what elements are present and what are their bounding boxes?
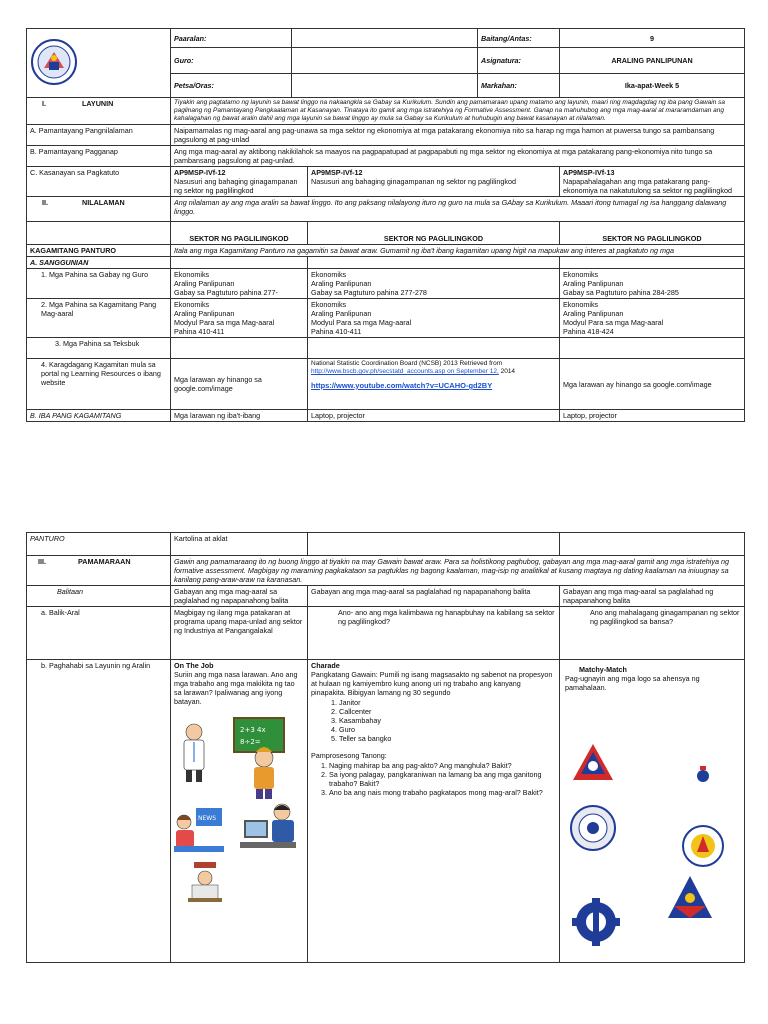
balik-aral-label: a. Balik-Aral (27, 607, 171, 660)
sanggunian-blank-2 (308, 257, 560, 269)
guro-label: Guro: (171, 48, 292, 74)
sanggunian-row (27, 257, 745, 269)
nilalaman-num: II. (42, 198, 48, 207)
baitang-value: 9 (560, 29, 745, 48)
deped-seal-cell (27, 29, 171, 98)
karagdagang-col2 (308, 359, 560, 410)
pahina-gabay-col1 (171, 269, 308, 299)
balik-aral-col1: Magbigay ng ilang mga patakaran at programa upang mapa-unlad ang sektor ng Industriya at Pangangalakal (171, 607, 308, 660)
list-item: 5. Teller sa bangko (339, 734, 556, 743)
pamantayang-pangnilalaman-label: A. Pamantayang Pangnilalaman (27, 125, 171, 146)
occupation-illustrations (174, 712, 304, 912)
list-item: 1. Janitor (339, 698, 556, 707)
teacher-illustration (234, 718, 284, 799)
svg-text:2+3 4x: 2+3 4x (240, 726, 266, 734)
kasanayan-col1 (171, 167, 308, 197)
kasanayan-col2-code: AP9MSP-IVf-12 (311, 168, 363, 177)
pahina-gabay-col1-line: Gabay sa Pagtuturo pahina 277- (174, 288, 278, 297)
baitang-label: Baitang/Antas: (478, 29, 560, 48)
pahina-gabay-col3 (560, 269, 745, 299)
kasanayan-label: C. Kasanayan sa Pagkatuto (27, 167, 171, 197)
prc-logo-icon (697, 766, 709, 782)
on-the-job-text: Suriin ang mga nasa larawan. Ano ang mga trabaho ang mga makikita ng tao sa larawan? Ipaliwanag ang iyong batayan. (174, 670, 298, 706)
paghahabi-col2 (308, 660, 560, 963)
markahan-label: Markahan: (478, 74, 560, 98)
kasanayan-row (27, 167, 745, 197)
youtube-link[interactable]: https://www.youtube.com/watch?v=UCAHO-gd2BY (311, 381, 493, 390)
pahina-kagamitan-col3 (560, 299, 745, 338)
charade-list (321, 698, 556, 743)
pamamaraan-num: III. (38, 557, 46, 566)
newscaster-illustration (174, 808, 224, 852)
guro-value[interactable] (292, 48, 478, 74)
nilalaman-topic-blank (27, 222, 171, 245)
pahina-kagamitan-col1 (171, 299, 308, 338)
panturo-blank-2 (308, 533, 560, 556)
petsa-value[interactable] (292, 74, 478, 98)
karagdagang-col3: Mga larawan ay hinango sa google.com/image (560, 359, 745, 410)
agency-logos-lower (562, 870, 722, 970)
ncsb-link[interactable]: http://www.bscb.gov.ph/secstatd_accounts.asp on September 12, (311, 368, 499, 375)
pahina-kagamitan-col3-line: Araling Panlipunan (563, 309, 624, 318)
pahina-gabay-col3-line: Gabay sa Pagtuturo pahina 284-285 (563, 288, 679, 297)
pahina-kagamitan-row (27, 299, 745, 338)
svg-text:8÷2=: 8÷2= (240, 738, 261, 746)
sanggunian-blank-1 (171, 257, 308, 269)
pamprosesong-title: Pamprosesong Tanong: (311, 751, 387, 760)
kasanayan-col3-text: Napapahalagahan ang mga patakarang pang-ekonomiya na nakatutulong sa sektor ng paglilingkod (563, 177, 733, 195)
nilalaman-label-cell (27, 197, 171, 222)
doctor-illustration (184, 724, 204, 782)
nilalaman-col3: SEKTOR NG PAGLILINGKOD (560, 222, 745, 245)
kasanayan-col3 (560, 167, 745, 197)
ncsb-year: 2014 (498, 368, 516, 375)
pahina-kagamitan-col1-line: Modyul Para sa mga Mag-aaral (174, 318, 275, 327)
dole-logo-icon (573, 744, 613, 780)
list-item: 1. Naging mahirap ba ang pag-akto? Ang manghula? Bakit? (329, 761, 556, 770)
pahina-gabay-col3-line: Araling Panlipunan (563, 279, 624, 288)
dfa-seal-icon (683, 826, 723, 866)
balitaan-row (27, 586, 745, 607)
iba-pang-col2: Laptop, projector (308, 410, 560, 422)
tesda-seal-icon (571, 806, 615, 850)
pahina-gabay-col1-line: Ekonomiks (174, 270, 210, 279)
pamantayang-pagganap-label: B. Pamantayang Pagganap (27, 146, 171, 167)
pahina-kagamitan-col2-line: Araling Panlipunan (311, 309, 372, 318)
pahina-gabay-col2 (308, 269, 560, 299)
balik-aral-col3: Ano ang mahalagang ginagampanan ng sektor ng paglilingkod sa bansa? (560, 607, 745, 660)
nilalaman-label: NILALAMAN (82, 198, 125, 207)
layunin-row (27, 98, 745, 125)
kasanayan-col2 (308, 167, 560, 197)
dll-table-top (26, 28, 745, 98)
list-item: 3. Ano ba ang nais mong trabaho pagkatapos mong mag-aral? Bakit? (329, 788, 556, 797)
pahina-kagamitan-col1-line: Ekonomiks (174, 300, 210, 309)
balik-aral-col2: Ano- ano ang mga kalimbawa ng hanapbuhay na kabilang sa sektor ng paglilingkod? (308, 607, 560, 660)
pamantayang-pagganap-text: Ang mga mag-aaral ay aktibong nakikilahok sa maayos na pagpapatupad at pagpapabuti ng mga sektor ng ekonomiya at mga patakarang pang-ekonomiya nito tungo sa pambansang pagsulong at pag-unlad. (171, 146, 745, 167)
nilalaman-text: Ang nilalaman ay ang mga aralin sa bawat linggo. Ito ang paksang nilalayong ituro ng guro na mula sa GAbay sa Kurikulum. Maaari itong tumagal ng isa hanggang dalawang linggo. (171, 197, 745, 222)
paghahabi-label: b. Paghahabi sa Layunin ng Aralin (27, 660, 171, 963)
pahina-kagamitan-col2-line: Modyul Para sa mga Mag-aaral (311, 318, 412, 327)
panturo-label: PANTURO (27, 533, 171, 556)
pahina-kagamitan-col3-line: Modyul Para sa mga Mag-aaral (563, 318, 664, 327)
layunin-label-cell (27, 98, 171, 125)
balitaan-col1: Gabayan ang mga mag-aaral sa paglalahad ng napapanahong balita (171, 586, 308, 607)
balitaan-col2: Gabayan ang mga mag-aaral sa paglalahad ng napapanahong balita (308, 586, 560, 607)
office-worker-illustration (240, 804, 296, 848)
gear-logo-icon (572, 898, 620, 946)
sanggunian-blank-3 (560, 257, 745, 269)
pahina-teksbuk-blank-3 (560, 338, 745, 359)
clerk-illustration (188, 862, 222, 902)
markahan-value: Ika-apat-Week 5 (560, 74, 745, 98)
pahina-teksbuk-blank-2 (308, 338, 560, 359)
pahina-gabay-label: 1. Mga Pahina sa Gabay ng Guro (27, 269, 171, 299)
nilalaman-row (27, 197, 745, 222)
pamamaraan-label: PAMAMARAAN (78, 557, 131, 566)
list-item: 4. Guro (339, 725, 556, 734)
charade-title: Charade (311, 661, 340, 670)
kasanayan-col1-code: AP9MSP-IVf-12 (174, 168, 226, 177)
pahina-kagamitan-col1-line: Araling Panlipunan (174, 309, 235, 318)
list-item: 2. Callcenter (339, 707, 556, 716)
pahina-kagamitan-label: 2. Mga Pahina sa Kagamitang Pang Mag-aaral (27, 299, 171, 338)
kagamitang-text: Itala ang mga Kagamitang Panturo na gagamitin sa bawat araw. Gumamit ng iba't ibang kagamitan upang higit na mapukaw ang interes at pagkatuto ng mga (171, 245, 745, 257)
matchy-match-title: Matchy-Match (579, 665, 627, 674)
pahina-kagamitan-col2-line: Ekonomiks (311, 300, 347, 309)
pamantayang-pagganap-row (27, 146, 745, 167)
dll-table-body (26, 97, 745, 422)
petsa-label: Petsa/Oras: (171, 74, 292, 98)
panturo-blank-3 (560, 533, 745, 556)
kasanayan-col2-text: Nasusuri ang bahaging ginagampanan ng sektor ng paglilingkod (311, 177, 516, 186)
balitaan-label: Balitaan (27, 586, 171, 607)
nilalaman-topic-row (27, 222, 745, 245)
layunin-label: LAYUNIN (82, 99, 114, 108)
pamantayang-pangnilalaman-row (27, 125, 745, 146)
pamamaraan-row (27, 556, 745, 586)
pahina-teksbuk-blank-1 (171, 338, 308, 359)
pahina-gabay-row (27, 269, 745, 299)
dti-logo-icon (668, 876, 712, 918)
charade-text: Pangkatang Gawain: Pumili ng isang magsasakto ng sabenot na propesyon at hulaan ng kamiyembro kung anong uri ng trabaho ang kanyang pinapakita. Bibigyan lamang ng 30 segundo (311, 670, 553, 697)
balitaan-col3: Gabayan ang mga mag-aaral sa paglalahad ng napapanahong balita (560, 586, 745, 607)
pahina-kagamitan-col2-line: Pahina 410-411 (311, 327, 362, 336)
pamantayang-pangnilalaman-text: Naipamamalas ng mag-aaral ang pag-unawa sa mga sektor ng ekonomiya at mga patakarang ekonomiya nito sa harap ng mga hamon at puwersa tungo sa pambansang pagsulong at pag-unlad (171, 125, 745, 146)
karagdagang-label: 4. Karagdagang Kagamitan mula sa portal ng Learning Resources o ibang website (27, 359, 171, 410)
kasanayan-col3-code: AP9MSP-IVf-13 (563, 168, 615, 177)
kasanayan-col1-text: Nasusuri ang bahaging ginagampanan ng sektor ng paglilingkod (174, 177, 298, 195)
iba-pang-col1: Mga larawan ng iba't-ibang (171, 410, 308, 422)
agency-logos (563, 696, 738, 886)
pahina-gabay-col2-line: Araling Panlipunan (311, 279, 372, 288)
karagdagang-row (27, 359, 745, 410)
asignatura-label: Asignatura: (478, 48, 560, 74)
kagamitang-row (27, 245, 745, 257)
news-sign: NEWS (198, 815, 217, 822)
kagamitang-label: KAGAMITANG PANTURO (27, 245, 171, 257)
iba-pang-row (27, 410, 745, 422)
karagdagang-col1: Mga larawan ay hinango sa google.com/image (171, 359, 308, 410)
karagdagang-ref: National Statistic Coordination Board (NCSB) 2013 Retrieved from (311, 360, 503, 367)
pahina-gabay-col3-line: Ekonomiks (563, 270, 599, 279)
pahina-gabay-col1-line: Araling Panlipunan (174, 279, 235, 288)
nilalaman-col2: SEKTOR NG PAGLILINGKOD (308, 222, 560, 245)
panturo-row (27, 533, 745, 556)
iba-pang-label: B. IBA PANG KAGAMITANG (27, 410, 171, 422)
paaralan-value[interactable] (292, 29, 478, 48)
layunin-num: I. (42, 99, 46, 108)
layunin-text: Tiyakin ang pagtatamo ng layunin sa bawat linggo na nakaangkla sa Gabay sa Kurikulum. Sundin ang pamamaraan upang matamo ang layunin, maari ring magdagdag ng iba pang Gawain sa paglinang ng Pamantayang Pangkaalaman at Kasanayan. Tinataya ito gamit ang mga istratehiya ng Formative Assessment. Ganap na mahuhubog ang mga mag-aaral at mararamdaman ang kahalagahan ng bawat aralin dahil ang mga layunin sa bawat linggo ay mula sa Gabay sa Kurikulum at huhubugin ang bawat kasanayan at nilalaman. (171, 98, 745, 125)
pamamaraan-text: Gawin ang pamamaraang ito ng buong linggo at tiyakin na may Gawain bawat araw. Para sa holistikong paghubog, gabayan ang mga mag-aaral gamit ang mga istratehiya ng formative assessment. Magbigay ng maraming pagkakataon sa pagtuklas ng bagong kaalaman, mag-isip ng analitikal at kusang magtaya ng dating kaalaman na iniuugnay sa kanilang pang-araw-araw na karanasan. (171, 556, 745, 586)
panturo-col1: Kartolina at aklat (171, 533, 308, 556)
pahina-teksbuk-label: 3. Mga Pahina sa Teksbuk (27, 338, 171, 359)
pahina-teksbuk-row (27, 338, 745, 359)
paaralan-label: Paaralan: (171, 29, 292, 48)
iba-pang-col3: Laptop, projector (560, 410, 745, 422)
pahina-kagamitan-col3-line: Ekonomiks (563, 300, 599, 309)
list-item: 2. Sa iyong palagay, pangkaraniwan na lamang ba ang mga ganitong trabaho? Bakit? (329, 770, 556, 788)
pahina-kagamitan-col2 (308, 299, 560, 338)
on-the-job-title: On The Job (174, 661, 214, 670)
pamprosesong-list (311, 761, 556, 797)
pahina-kagamitan-col1-line: Pahina 410-411 (174, 327, 225, 336)
sanggunian-label: A. SANGGUNIAN (27, 257, 171, 269)
paghahabi-col1 (171, 660, 308, 963)
deped-seal-icon (30, 38, 78, 86)
asignatura-value: ARALING PANLIPUNAN (560, 48, 745, 74)
pamamaraan-label-cell (27, 556, 171, 586)
matchy-match-text: Pag-ugnayin ang mga logo sa ahensya ng pamahalaan. (565, 674, 700, 692)
pahina-gabay-col2-line: Ekonomiks (311, 270, 347, 279)
pahina-gabay-col2-line: Gabay sa Pagtuturo pahina 277-278 (311, 288, 427, 297)
lesson-plan-page-1 (26, 28, 744, 422)
balik-aral-row (27, 607, 745, 660)
nilalaman-col1: SEKTOR NG PAGLILINGKOD (171, 222, 308, 245)
list-item: 3. Kasambahay (339, 716, 556, 725)
pahina-kagamitan-col3-line: Pahina 418-424 (563, 327, 614, 336)
